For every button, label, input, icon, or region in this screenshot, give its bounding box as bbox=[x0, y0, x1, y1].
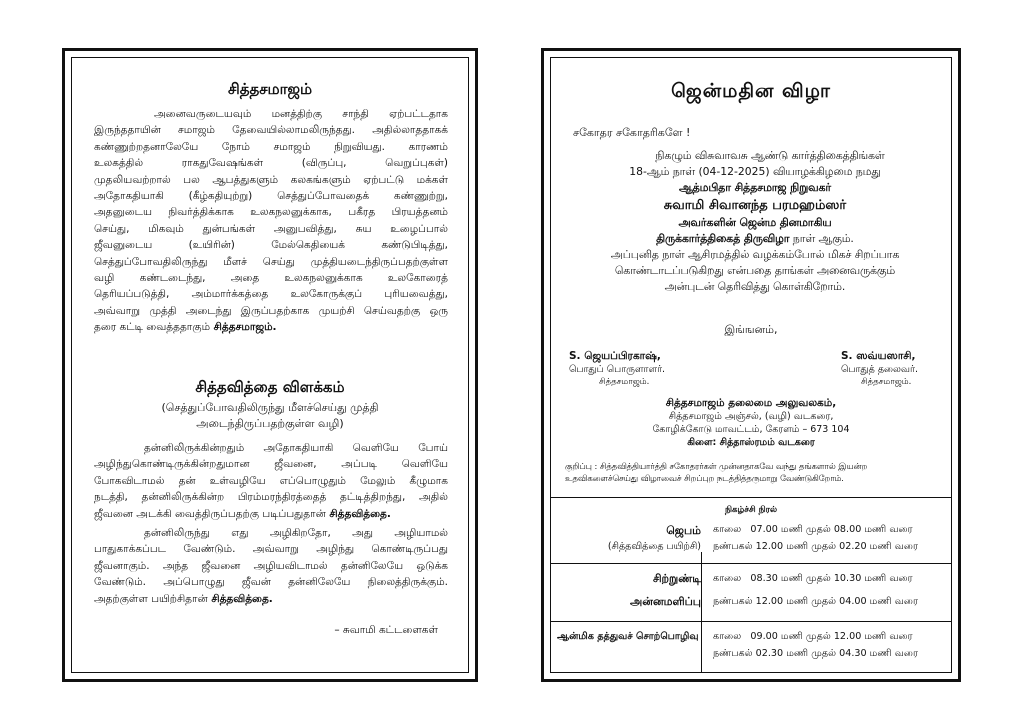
subtitle-line-2: அடைந்திருப்பதற்குள்ள வழி) bbox=[196, 417, 344, 430]
para-end-bold: சித்தவித்தை. bbox=[325, 507, 391, 520]
schedule-title: நிகழ்ச்சி நிரல் bbox=[724, 505, 778, 515]
invitation-line-5: அவர்களின் ஜென்ம தினமாகிய bbox=[678, 216, 832, 229]
event-discourse: ஆன்மிக தத்துவச் சொற்பொழிவு bbox=[557, 631, 699, 642]
time-slot-label: நண்பகல் 12.00 bbox=[713, 596, 784, 607]
signatory-2-name: S. ஸவ்யஸாசி, bbox=[841, 350, 916, 362]
branch-line: கிளை: சித்தாஸ்ரமம் வடகரை bbox=[687, 437, 815, 448]
right-panel bbox=[541, 48, 961, 682]
para-line: உலகத்தில் ராகதுவேஷங்கள் (விருப்பு, வெறுப்புகள்) bbox=[94, 157, 448, 170]
time-slot-label: நண்பகல் 02.30 bbox=[713, 648, 784, 659]
invitation-body bbox=[571, 148, 939, 295]
time-slot-range: 08.30 மணி முதல் 10.30 மணி வரை bbox=[750, 573, 913, 584]
schedule-block-3 bbox=[551, 628, 951, 673]
para-line: கண்ணுற்றதனாலேயே நோம் சமாஜம் நிறுவியது. காரணம் bbox=[94, 140, 448, 153]
time-row bbox=[713, 573, 913, 585]
time-slot-label: காலை bbox=[713, 524, 742, 535]
left-panel bbox=[62, 48, 478, 682]
signatory-1-name: S. ஜெயப்பிரகாஷ், bbox=[569, 350, 661, 362]
invitation-line-6 bbox=[571, 231, 939, 247]
signatory-2 bbox=[841, 350, 918, 389]
para-line: அதற்குள்ள பயிற்சிதான் சித்தவித்தை. bbox=[94, 592, 273, 605]
para-samajam bbox=[94, 106, 448, 336]
para-line: ஜீவனாகும். அந்த ஜீவனை அழியவிடாமல் தன்னிலேயே ஒடுக்க bbox=[94, 559, 448, 572]
swami-name: சுவாமி சிவானந்த பரமஹம்ஸர் bbox=[663, 198, 847, 213]
office-title: சித்தசமாஜம் தலைமை அலுவலகம், bbox=[665, 397, 837, 409]
para-line: ஜீவனை அடக்கி வைத்திருப்பதற்கு படிப்பதுதான் சித்தவித்தை. bbox=[94, 507, 391, 520]
signature-swami: – சுவாமி கட்டளைகள் bbox=[334, 624, 438, 636]
office-line-2: கோழிக்கோடு மாவட்டம், கேரளம் – 673 104 bbox=[652, 424, 850, 435]
subtitle-line-1: (செத்துப்போவதிலிருந்து மீளச்செய்து முத்தி bbox=[161, 401, 379, 414]
para-vidhai-2 bbox=[94, 525, 448, 607]
schedule-row-divider bbox=[551, 563, 951, 564]
time-slot-range: மணி முதல் 04.30 மணி வரை bbox=[786, 648, 918, 659]
time-slot-label: காலை bbox=[713, 573, 742, 584]
heading-siddhasamajam: சித்தசமாஜம் bbox=[227, 80, 313, 98]
office-address bbox=[551, 396, 951, 449]
time-row bbox=[713, 524, 913, 536]
para-line: தன்னிலிருந்து எது அழிகிறதோ, அது அழியாமல் bbox=[144, 527, 448, 539]
time-slot-range: மணி முதல் 02.20 மணி வரை bbox=[786, 541, 918, 552]
heading-siddhavidhai: சித்தவித்தை விளக்கம் bbox=[195, 378, 345, 396]
event-annadanam: அன்னமளிப்பு bbox=[630, 595, 701, 608]
para-line: முதலியவற்றால் பல ஆபத்துகளும் கலகங்களும் ஏற்பட்டு மக்கள் bbox=[94, 173, 448, 186]
para-line: அதோகதியாகி (கீழ்கதியுற்று) செத்துப்போவதைக் கண்ணுற்று, bbox=[94, 190, 448, 203]
signatory-1-role: பொதுப் பொருளாளர். bbox=[569, 364, 666, 375]
time-slot-range: மணி முதல் 04.00 மணி வரை bbox=[786, 596, 918, 607]
time-row bbox=[713, 648, 918, 660]
time-slot-range: 07.00 மணி முதல் 08.00 மணி வரை bbox=[750, 524, 913, 535]
schedule-divider bbox=[551, 497, 951, 498]
signatory-1-org: சித்தசமாஜம். bbox=[599, 377, 650, 387]
signatory-2-role: பொதுத் தலைவர். bbox=[841, 364, 919, 375]
para-line: வழி கண்டடைந்து, அதை உலகநலனுக்காக உலகோரைத் bbox=[94, 272, 448, 285]
para-line: தன்னிலிருக்கின்றதும் அதோகதியாகி வெளியே போய் bbox=[144, 442, 448, 454]
para-line: அவ்வாறு முத்தி அடைந்து இருப்பதற்காக முயற்சி செய்வதற்கு ஒரு bbox=[94, 304, 448, 317]
para-line: தெரியப்படுத்தி, அம்மார்க்கத்தை உலகோருக்குப் புரியவைத்து, bbox=[94, 288, 448, 301]
para-line: அனைவருடையவும் மனத்திற்கு சாந்தி ஏற்பட்டதாக bbox=[154, 108, 448, 120]
invitation-line-8: கொண்டாடப்படுகிறது என்பதை தாங்கள் அனைவருக்கும் bbox=[614, 264, 896, 277]
time-slot-label: நண்பகல் 12.00 bbox=[713, 541, 784, 552]
para-line: தரை கட்டி வைத்ததாகும் சித்தசமாஜம். bbox=[94, 321, 277, 334]
note bbox=[565, 460, 939, 484]
para-line: அழிந்துகொண்டிருக்கின்றதுமான ஜீவனை, அப்படி வெளியே bbox=[94, 458, 448, 471]
invitation-line-9: அன்புடன் தெரிவித்து கொள்கிறோம். bbox=[664, 280, 846, 293]
closing: இங்ஙனம், bbox=[724, 323, 778, 336]
invitation-line-2: 18-ஆம் நாள் (04-12-2025) வியாழக்கிழமை நமது bbox=[629, 165, 881, 178]
signatory-1 bbox=[569, 350, 665, 389]
invitation-line-6-rest: நாள் ஆகும். bbox=[792, 232, 854, 245]
invitation-line-3: ஆத்மபிதா சித்தசமாஜ நிறுவகர் bbox=[678, 181, 832, 194]
para-line: போகவிடாமல் தன் உள்வழியே எப்பொழுதும் மேலும் கீழுமாக bbox=[94, 474, 448, 487]
note-line-2: உதவிகளைச்செய்து விழாவைச் சிறப்புற நடத்தித்தருமாறு வேண்டுகிறோம். bbox=[565, 473, 844, 483]
para-line: பாதுகாக்கப்பட வேண்டும். அவ்வாறு அழிந்து கொண்டிருப்பது bbox=[94, 543, 448, 556]
office-line-1: சித்தசமாஜம் அஞ்சல், (வழி) வடகரை, bbox=[668, 411, 834, 422]
para-line: நடத்தி, தன்னிலிருக்கின்ற பிரம்மரந்திரத்தைத் தட்டித்திறந்து, அதில் bbox=[94, 491, 448, 504]
greeting: சகோதர சகோதரிகளே ! bbox=[573, 126, 691, 139]
para-vidhai-1 bbox=[94, 440, 448, 522]
time-row bbox=[713, 596, 918, 608]
signatory-2-org: சித்தசமாஜம். bbox=[861, 377, 912, 387]
time-slot-range: 09.00 மணி முதல் 12.00 மணி வரை bbox=[750, 631, 913, 642]
schedule-block-2 bbox=[551, 570, 951, 620]
heading-janmadina-vizha: ஜென்மதின விழா bbox=[671, 80, 831, 102]
schedule-row-divider bbox=[551, 621, 951, 622]
para-line: ஜீவனுடைய (உயிரின்) மேல்கெதியைக் கண்டுபிடித்து, bbox=[94, 239, 448, 252]
para-end-bold: சித்தவித்தை. bbox=[207, 592, 273, 605]
note-line-1: குறிப்பு : சித்தவித்தியார்த்தி சகோதரர்கள் முன்னதாகவே வந்து தங்களால் இயன்ற bbox=[565, 461, 868, 471]
time-row bbox=[713, 631, 913, 643]
time-slot-label: காலை bbox=[713, 631, 742, 642]
time-row bbox=[713, 541, 918, 553]
para-line: அதனுடைய நிவர்த்திக்காக உலகநலனுக்காக, பகீரத பிரயத்தனம் bbox=[94, 206, 448, 219]
para-line: இருந்ததாயின் சமாஜம் தேவையில்லாமலிருந்தது. அதில்லாததாகக் bbox=[94, 124, 448, 137]
invitation-line-1: நிகழும் விசுவாவசு ஆண்டு கார்த்திகைத்திங்கள் bbox=[655, 149, 885, 162]
event-japam: ஜெபம் bbox=[666, 524, 701, 537]
left-inner-border bbox=[71, 57, 469, 673]
para-line: வேண்டும். அப்பொழுது ஜீவன் தன்னிலேயே நிலைத்திருக்கும். bbox=[94, 576, 448, 589]
para-line: செய்து, மிகவும் துன்பங்கள் அனுபவித்து, சுய உழைப்பால் bbox=[94, 222, 448, 235]
festival-name: திருக்கார்த்திகைத் திருவிழா bbox=[656, 232, 790, 245]
event-japam-sub: (சித்தவித்தை பயிற்சி) bbox=[607, 541, 701, 552]
schedule-column-divider bbox=[701, 552, 702, 672]
invitation-line-7: அப்புனித நாள் ஆசிரமத்தில் வழக்கம்போல் மிகச் சிறப்பாக bbox=[610, 248, 900, 261]
right-inner-border bbox=[550, 57, 952, 673]
para-end-bold: சித்தசமாஜம். bbox=[210, 321, 277, 334]
event-breakfast: சிற்றுண்டி bbox=[652, 572, 701, 585]
para-line: செத்துப்போவதிலிருந்து மீளச் செய்து முத்தியடைந்திருப்பதற்குள்ள bbox=[94, 255, 448, 268]
